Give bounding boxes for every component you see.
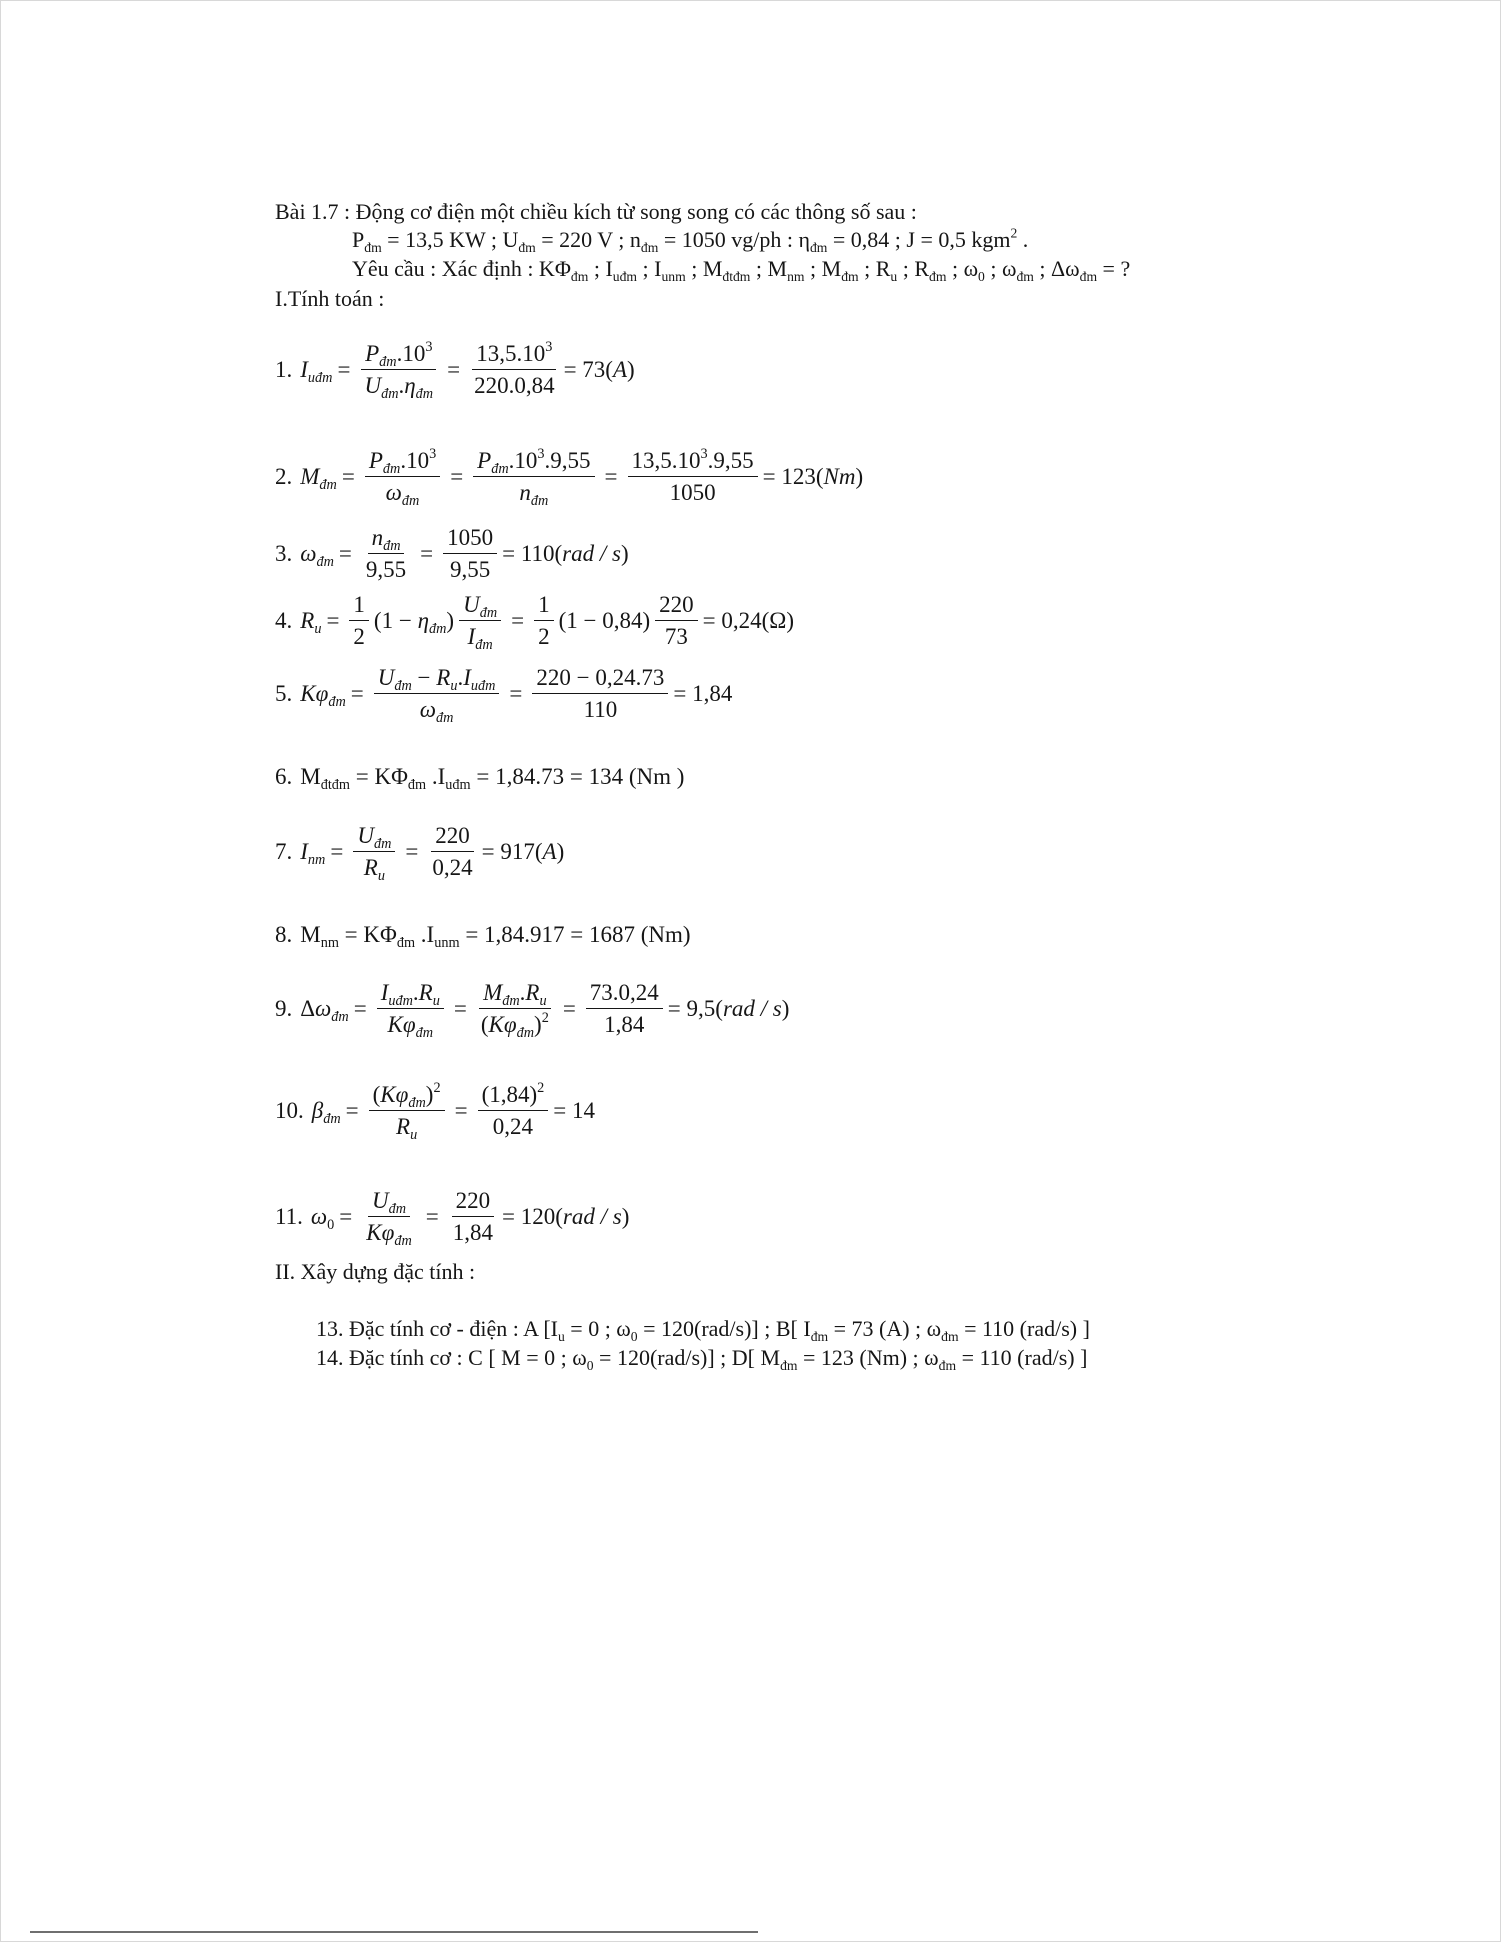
fraction-numerator: $U_{đm}$ [368, 1188, 410, 1217]
equals-sign: = [345, 1097, 359, 1123]
equation-number: 5. [275, 680, 293, 706]
fraction [534, 592, 554, 650]
parameters-line: $P_{đm} = 13,5$ KW ; $U_{đm} = 220$ V ; $n_{đm} = 1050$ vg/ph : $\eta_{đm} = 0,84$ ; J = 0,5 kgm$^2$ . [352, 225, 1029, 255]
fraction [628, 448, 758, 506]
expression-term: $\Delta\omega_{đm}$ [300, 995, 349, 1025]
fraction-denominator: 1,84 [604, 1012, 645, 1038]
equals-sign: = [447, 356, 461, 382]
equation-5 [275, 665, 733, 727]
fraction-denominator: $U_{đm}.\eta_{đm}$ [364, 373, 434, 403]
equation-number: 3. [275, 540, 293, 566]
equals-sign: = [405, 838, 419, 864]
fraction [478, 1082, 549, 1140]
fraction [360, 339, 437, 403]
fraction-denominator: 73 [664, 624, 688, 650]
expression-term: $K\varphi_{đm}$ [300, 680, 346, 710]
characteristic-item-14: 14. Đặc tính cơ : C [ M = 0 ; $\omega_0 = 120(rad/s)$] ; D[ $M_{đm} = 123$ (Nm) ; $\omega_{đm} = 110$ (rad/s) ] [316, 1345, 1088, 1373]
fraction-denominator: 2 [538, 624, 550, 650]
expression-term: $I_{uđm}$ [300, 356, 333, 386]
fraction-denominator: $I_{đm}$ [467, 624, 493, 654]
expression-term: = 110(rad / s) [502, 540, 629, 566]
expression-term: $\omega_0$ [310, 1203, 335, 1233]
fraction-denominator: 0,24 [432, 855, 473, 881]
fraction [428, 823, 476, 881]
fraction-numerator: $P_{đm}.10^3.9,55$ [473, 448, 594, 477]
fraction-numerator: $U_{đm}$ [353, 823, 395, 852]
equation-9 [275, 980, 790, 1042]
fraction-denominator: 1,84 [452, 1220, 493, 1246]
equation-2 [275, 446, 864, 510]
fraction-denominator: $R_u$ [396, 1114, 418, 1144]
equals-sign: = [420, 540, 434, 566]
equation-7 [275, 823, 565, 885]
equals-sign: = [326, 607, 340, 633]
equals-sign: = [339, 1203, 353, 1229]
equation-number: 2. [275, 463, 293, 489]
fraction-numerator: $(K\varphi_{đm})^2$ [369, 1082, 445, 1111]
fraction-numerator: 13,5.10$^3$.9,55 [628, 448, 758, 477]
expression-term: = 73(A) [563, 356, 635, 382]
equation-number: 8. [275, 922, 293, 947]
section-2-heading: II. Xây dựng đặc tính : [275, 1259, 476, 1284]
fraction-numerator: $I_{uđm}.R_u$ [377, 980, 444, 1009]
expression-term: = 917(A) [481, 838, 565, 864]
expression-term: $\omega_{đm}$ [300, 540, 334, 570]
equals-sign: = [341, 463, 355, 489]
equals-sign: = [350, 680, 364, 706]
equals-sign: = [338, 540, 352, 566]
characteristic-item-13: 13. Đặc tính cơ - điện : A [$I_u = 0$ ; $\omega_0 = 120(rad/s)$] ; B[ $I_{đm} = 73$ (A) ; $\omega_{đm} = 110$ (rad/s) ] [316, 1316, 1090, 1344]
equals-sign: = [453, 995, 467, 1021]
equals-sign: = [337, 356, 351, 382]
expression-term: $R_u$ [300, 607, 322, 637]
equals-sign: = [425, 1203, 439, 1229]
footer-rule [30, 1931, 758, 1933]
fraction-denominator: $n_{đm}$ [519, 480, 549, 510]
expression-term: = 1,84 [673, 680, 733, 706]
expression-term: (1 − 0,84) [558, 607, 651, 633]
fraction [655, 592, 698, 650]
expression-term: = 9,5(rad / s) [667, 995, 790, 1021]
equation-number: 7. [275, 838, 293, 864]
equals-sign: = [511, 607, 525, 633]
equals-sign: = [509, 680, 523, 706]
fraction-numerator: 73.0,24 [586, 980, 663, 1009]
equation-10 [275, 1080, 596, 1144]
fraction-denominator: 9,55 [365, 557, 407, 583]
fraction [369, 1080, 445, 1144]
equation-1 [275, 339, 635, 403]
fraction-numerator: $P_{đm}.10^3$ [365, 448, 440, 477]
expression-term: = 0,24(Ω) [702, 607, 795, 633]
equals-sign: = [562, 995, 576, 1021]
fraction-numerator: $n_{đm}$ [368, 525, 405, 554]
expression-term: = 120(rad / s) [502, 1203, 630, 1229]
fraction [377, 980, 444, 1042]
fraction [349, 592, 369, 650]
fraction-numerator: 1 [534, 592, 554, 621]
problem-title: Bài 1.7 : Động cơ điện một chiều kích từ song song có các thông số sau : [275, 199, 917, 224]
fraction [459, 592, 501, 654]
equation-number: 9. [275, 995, 293, 1021]
equals-sign: = [353, 995, 367, 1021]
fraction-denominator: 1050 [669, 480, 716, 506]
fraction-denominator: 2 [353, 624, 365, 650]
equation-number: 4. [275, 607, 293, 633]
fraction [473, 446, 594, 510]
equals-sign: = [330, 838, 344, 864]
equation-number: 11. [275, 1203, 303, 1229]
fraction [365, 446, 440, 510]
fraction-numerator: $U_{đm}$ [459, 592, 501, 621]
fraction-denominator: 0,24 [492, 1114, 534, 1140]
equation-number: 1. [275, 356, 293, 382]
expression-term: $(1 - \eta_{đm})$ [373, 607, 455, 637]
fraction-numerator: 1050 [443, 525, 497, 554]
fraction-denominator: 220.0,84 [474, 373, 555, 399]
equation-number: 10. [275, 1097, 304, 1123]
expression-term: $M_{đm}$ [300, 463, 337, 493]
fraction [477, 980, 553, 1042]
fraction [374, 665, 500, 727]
fraction-denominator: $K\varphi_{đm}$ [366, 1220, 412, 1250]
expression-term: = 14 [553, 1097, 596, 1123]
fraction-numerator: 220 [655, 592, 698, 621]
fraction-numerator: 1 [349, 592, 369, 621]
fraction-denominator: 9,55 [450, 557, 491, 583]
fraction-numerator: $U_{đm} - R_u.I_{uđm}$ [374, 665, 500, 694]
equation-11 [275, 1188, 630, 1250]
section-1-heading: I.Tính toán : [275, 286, 385, 311]
equals-sign: = [454, 1097, 468, 1123]
fraction [443, 525, 497, 583]
equals-sign: = [450, 463, 464, 489]
fraction-numerator: 13,5.10$^3$ [472, 341, 556, 370]
fraction-numerator: $M_{đm}.R_u$ [479, 980, 551, 1009]
expression-term: $I_{nm}$ [300, 838, 326, 868]
equation-8 [275, 922, 691, 951]
fraction-denominator: $\omega_{đm}$ [385, 480, 420, 510]
expression-term: $M_{đtđm} = K\Phi_{đm}$ $.I_{uđm} = 1,84.73 = 134$ (Nm ) [300, 764, 685, 793]
fraction-numerator: $P_{đm}.10^3$ [361, 341, 436, 370]
fraction [586, 980, 663, 1038]
fraction [470, 341, 559, 399]
expression-term: $\beta_{đm}$ [311, 1097, 341, 1127]
expression-term: = 123(Nm) [762, 463, 864, 489]
fraction [449, 1188, 497, 1246]
fraction-denominator: $(K\varphi_{đm})^2$ [480, 1010, 549, 1042]
fraction [362, 1188, 416, 1250]
fraction-numerator: 220 [431, 823, 474, 852]
equation-number: 6. [275, 764, 293, 789]
fraction-denominator: $\omega_{đm}$ [419, 697, 454, 727]
fraction [353, 823, 395, 885]
requirements-line: Yêu cầu : Xác định : $K\Phi_{đm}$ ; $I_{uđm}$ ; $I_{unm}$ ; $M_{đtđm}$ ; $M_{nm}$ ; $M_{đm}$ ; $R_u$ ; $R_{đm}$ ; $\omega_0$ ; $\omega_{đm}$ ; $\Delta\omega_{đm}$ = ? [352, 256, 1131, 284]
fraction-numerator: 220 − 0,24.73 [532, 665, 668, 694]
expression-term: $M_{nm} = K\Phi_{đm}$ $.I_{unm} = 1,84.917 = 1687$ (Nm) [300, 922, 691, 951]
fraction-denominator: $R_u$ [363, 855, 385, 885]
fraction [532, 665, 668, 723]
fraction-denominator: $K\varphi_{đm}$ [387, 1012, 434, 1042]
fraction-numerator: $(1,84)^2$ [478, 1082, 549, 1111]
equation-4 [275, 592, 795, 654]
equation-3 [275, 525, 629, 583]
fraction-denominator: 110 [583, 697, 618, 723]
fraction [362, 525, 410, 583]
equation-6 [275, 764, 685, 793]
equals-sign: = [604, 463, 618, 489]
fraction-numerator: 220 [452, 1188, 495, 1217]
